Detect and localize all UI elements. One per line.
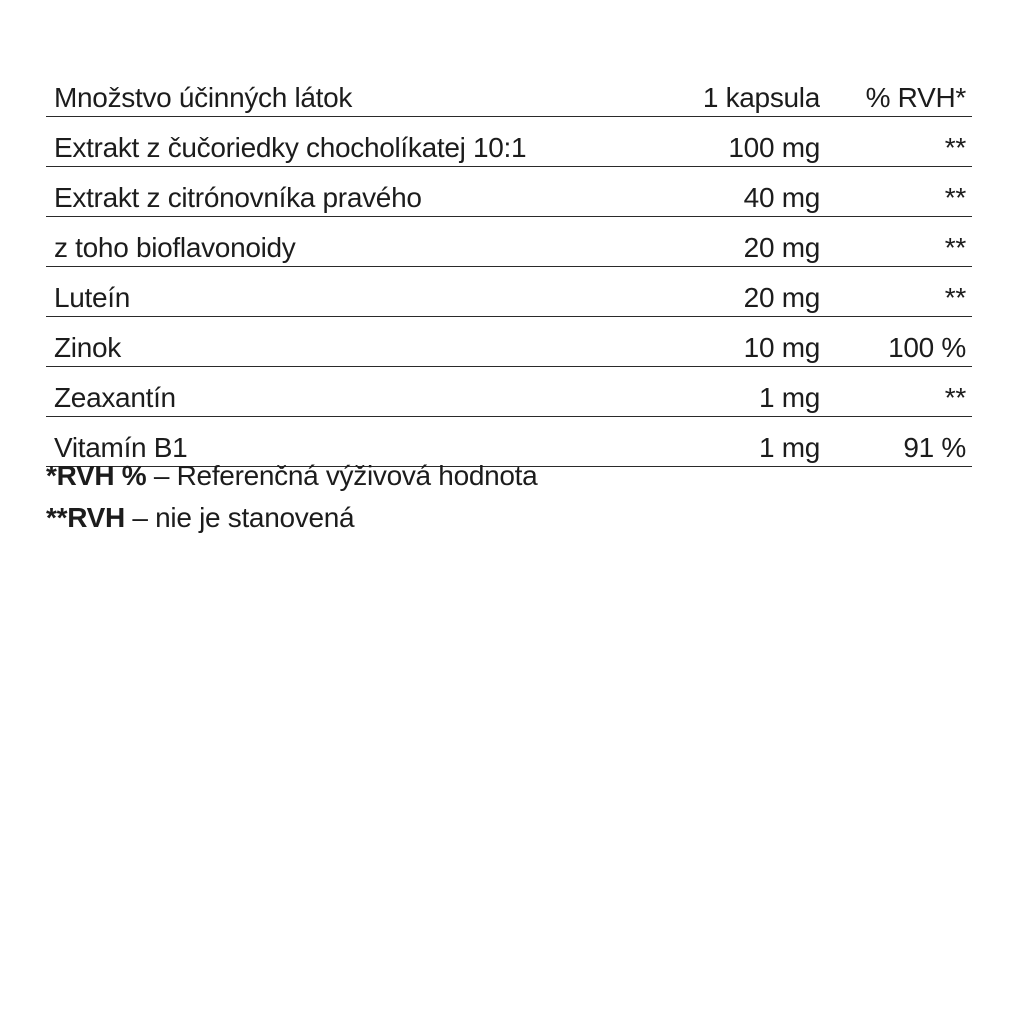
footnote-text: – Referenčná výživová hodnota: [146, 460, 538, 491]
ingredient-rvh: **: [820, 117, 972, 167]
ingredient-name: z toho bioflavonoidy: [46, 217, 632, 267]
footnote-key: *RVH %: [46, 460, 147, 491]
footnotes: [46, 455, 972, 539]
ingredient-name: Extrakt z čučoriedky chocholíkatej 10:1: [46, 117, 632, 167]
table-row: [46, 367, 972, 417]
header-rvh: % RVH*: [820, 78, 972, 117]
table-row: [46, 317, 972, 367]
table-row: [46, 217, 972, 267]
ingredient-rvh: **: [820, 267, 972, 317]
ingredient-amount: 20 mg: [632, 217, 820, 267]
table-row: [46, 167, 972, 217]
ingredient-amount: 1 mg: [632, 367, 820, 417]
footnote-text: – nie je stanovená: [124, 502, 355, 533]
ingredient-rvh: **: [820, 367, 972, 417]
ingredient-name: Zeaxantín: [46, 367, 632, 417]
ingredient-amount: 10 mg: [632, 317, 820, 367]
ingredient-rvh: **: [820, 217, 972, 267]
ingredient-rvh: 91 %: [820, 417, 972, 467]
footnote-key: **RVH: [46, 502, 125, 533]
footnote-rvh-not-set: [46, 497, 972, 539]
ingredient-name: Extrakt z citrónovníka pravého: [46, 167, 632, 217]
ingredient-name: Zinok: [46, 317, 632, 367]
ingredient-amount: 20 mg: [632, 267, 820, 317]
table-header-row: [46, 78, 972, 117]
ingredient-rvh: 100 %: [820, 317, 972, 367]
ingredient-name: Luteín: [46, 267, 632, 317]
ingredient-rvh: **: [820, 167, 972, 217]
ingredient-amount: 40 mg: [632, 167, 820, 217]
table-row: [46, 117, 972, 167]
table-row: [46, 267, 972, 317]
nutrition-table: [46, 78, 972, 467]
header-ingredient: Množstvo účinných látok: [46, 78, 632, 117]
footnote-rvh: [46, 455, 972, 497]
ingredient-amount: 1 mg: [632, 417, 820, 467]
ingredient-name: Vitamín B1: [46, 417, 632, 467]
ingredient-amount: 100 mg: [632, 117, 820, 167]
header-per-capsule: 1 kapsula: [632, 78, 820, 117]
